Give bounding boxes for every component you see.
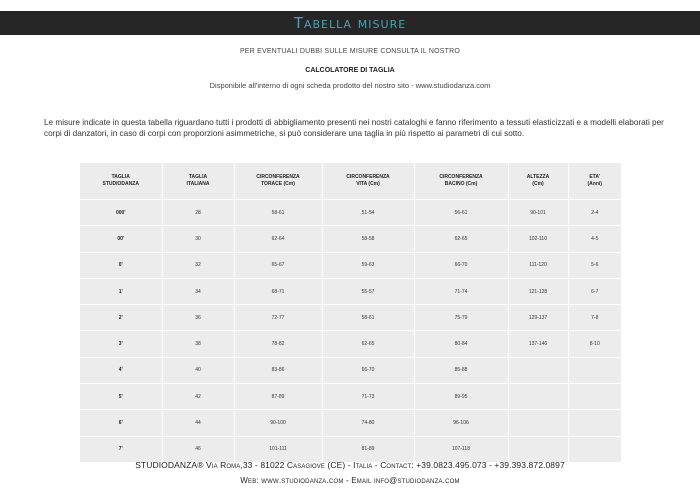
cell-waist: 71-73 bbox=[322, 384, 414, 410]
cell-studio: 0' bbox=[80, 252, 162, 278]
cell-chest: 101-111 bbox=[234, 436, 322, 462]
cell-hips: 85-88 bbox=[414, 357, 508, 383]
cell-studio: 4' bbox=[80, 357, 162, 383]
cell-age bbox=[568, 436, 621, 462]
cell-italian: 32 bbox=[162, 252, 234, 278]
subtitle-calculator: CALCOLATORE DI TAGLIA bbox=[305, 67, 395, 74]
cell-studio: 00' bbox=[80, 226, 162, 252]
cell-chest: 65-67 bbox=[234, 252, 322, 278]
header-altezza: ALTEZZA (Cm) bbox=[508, 163, 568, 200]
cell-italian: 38 bbox=[162, 331, 234, 357]
table-row bbox=[80, 331, 621, 357]
table-row bbox=[80, 278, 621, 304]
cell-height bbox=[508, 436, 568, 462]
cell-age: 5-6 bbox=[568, 252, 621, 278]
cell-height bbox=[508, 410, 568, 436]
cell-age: 6-7 bbox=[568, 278, 621, 304]
footer-phones[interactable]: +39.0823.495.073 - +39.393.872.0897 bbox=[416, 460, 565, 470]
cell-age bbox=[568, 384, 621, 410]
cell-height: 137-146 bbox=[508, 331, 568, 357]
cell-chest: 68-71 bbox=[234, 278, 322, 304]
cell-age bbox=[568, 357, 621, 383]
title-bar bbox=[0, 11, 700, 35]
cell-waist: 66-70 bbox=[322, 357, 414, 383]
subtitle-consult: PER EVENTUALI DUBBI SULLE MISURE CONSULTA IL NOSTRO bbox=[239, 48, 461, 55]
cell-hips: 107-118 bbox=[414, 436, 508, 462]
cell-chest: 58-61 bbox=[234, 200, 322, 226]
footer-contact-line bbox=[0, 460, 700, 470]
header-taglia-studiodanza: TAGLIA STUDIODANZA bbox=[80, 163, 162, 200]
cell-studio: 1' bbox=[80, 278, 162, 304]
cell-italian: 44 bbox=[162, 410, 234, 436]
cell-chest: 72-77 bbox=[234, 305, 322, 331]
table-row bbox=[80, 305, 621, 331]
header-bacino: CIRCONFERENZA BACINO (Cm) bbox=[414, 163, 508, 200]
cell-studio: 6' bbox=[80, 410, 162, 436]
cell-chest: 78-82 bbox=[234, 331, 322, 357]
cell-studio: 3' bbox=[80, 331, 162, 357]
table-row bbox=[80, 252, 621, 278]
cell-waist: 59-63 bbox=[322, 252, 414, 278]
cell-italian: 46 bbox=[162, 436, 234, 462]
cell-hips: 66-70 bbox=[414, 252, 508, 278]
cell-age: 7-8 bbox=[568, 305, 621, 331]
table-row bbox=[80, 226, 621, 252]
cell-studio: 2' bbox=[80, 305, 162, 331]
cell-waist: 81-89 bbox=[322, 436, 414, 462]
cell-italian: 42 bbox=[162, 384, 234, 410]
table-row bbox=[80, 384, 621, 410]
cell-hips: 62-65 bbox=[414, 226, 508, 252]
intro-paragraph: Le misure indicate in questa tabella riguardano tutti i prodotti di abbigliamento presenti nei nostri cataloghi e fanno riferimento a tessuti elasticizzati e a modelli elaborati per corpi di danzatori, in caso di corpi con proporzioni asimmetriche, si può considerare una taglia in più rispetto ai parametri di cui sotto. bbox=[44, 118, 664, 138]
cell-hips: 71-74 bbox=[414, 278, 508, 304]
cell-waist: 58-61 bbox=[322, 305, 414, 331]
cell-chest: 62-64 bbox=[234, 226, 322, 252]
table-row bbox=[80, 410, 621, 436]
cell-italian: 30 bbox=[162, 226, 234, 252]
cell-age bbox=[568, 410, 621, 436]
table-header-row bbox=[80, 163, 621, 200]
cell-hips: 56-61 bbox=[414, 200, 508, 226]
cell-hips: 89-95 bbox=[414, 384, 508, 410]
cell-height: 129-137 bbox=[508, 305, 568, 331]
subtitle-availability: Disponibile all'interno di ogni scheda prodotto del nostro sito - www.studiodanza.com bbox=[209, 81, 491, 90]
cell-age: 8-10 bbox=[568, 331, 621, 357]
cell-studio: 000' bbox=[80, 200, 162, 226]
footer-brand: STUDIODANZA® bbox=[135, 460, 204, 470]
header-torace: CIRCONFERENZA TORACE (Cm) bbox=[234, 163, 322, 200]
cell-chest: 87-89 bbox=[234, 384, 322, 410]
cell-age: 4-5 bbox=[568, 226, 621, 252]
cell-waist: 58-58 bbox=[322, 226, 414, 252]
cell-italian: 40 bbox=[162, 357, 234, 383]
table-row bbox=[80, 357, 621, 383]
cell-chest: 83-86 bbox=[234, 357, 322, 383]
cell-height: 90-101 bbox=[508, 200, 568, 226]
cell-waist: 55-57 bbox=[322, 278, 414, 304]
cell-chest: 90-100 bbox=[234, 410, 322, 436]
header-vita: CIRCONFERENZA VITA (Cm) bbox=[322, 163, 414, 200]
cell-italian: 36 bbox=[162, 305, 234, 331]
page-title: Tabella misure bbox=[293, 14, 407, 32]
cell-studio: 5' bbox=[80, 384, 162, 410]
cell-height bbox=[508, 357, 568, 383]
cell-height bbox=[508, 384, 568, 410]
cell-studio: 7' bbox=[80, 436, 162, 462]
cell-waist: 51-54 bbox=[322, 200, 414, 226]
cell-waist: 74-80 bbox=[322, 410, 414, 436]
cell-waist: 62-65 bbox=[322, 331, 414, 357]
cell-italian: 28 bbox=[162, 200, 234, 226]
table-row bbox=[80, 200, 621, 226]
cell-hips: 75-79 bbox=[414, 305, 508, 331]
cell-hips: 80-84 bbox=[414, 331, 508, 357]
cell-height: 121-128 bbox=[508, 278, 568, 304]
cell-hips: 96-106 bbox=[414, 410, 508, 436]
footer-address: Via Roma,33 - 81022 Casagiove (CE) - Italia - Contact: bbox=[206, 460, 414, 470]
table-row bbox=[80, 436, 621, 462]
size-table-container bbox=[80, 163, 621, 453]
header-taglia-italiana: TAGLIA ITALIANA bbox=[162, 163, 234, 200]
cell-age: 2-4 bbox=[568, 200, 621, 226]
header-eta: ETA' (Anni) bbox=[568, 163, 621, 200]
cell-height: 111-120 bbox=[508, 252, 568, 278]
cell-height: 102-110 bbox=[508, 226, 568, 252]
cell-italian: 34 bbox=[162, 278, 234, 304]
size-table bbox=[80, 163, 621, 462]
footer-web-line[interactable]: Web: www.studiodanza.com - Email info@studiodanza.com bbox=[240, 476, 460, 485]
